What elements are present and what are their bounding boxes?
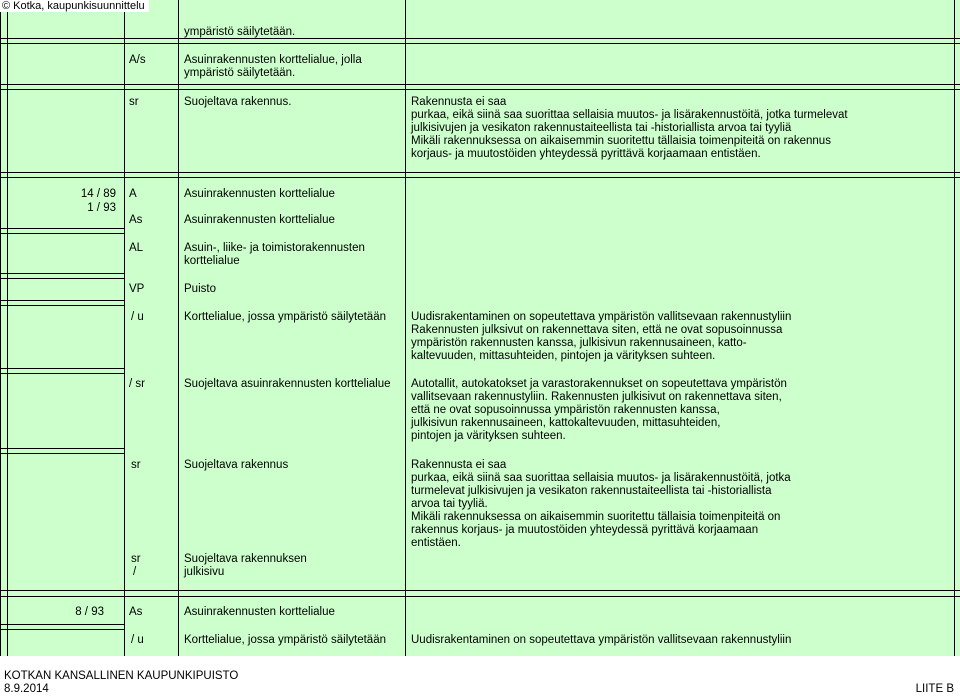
- row6-note-line1: Autotallit, autokatokset ja varastorakennukset on sopeutettava ympäristön: [411, 378, 787, 390]
- row3-note-line3: julkisivujen ja vesikaton rakennustaiteellista tai -historiallista arvoa tai tyyliä: [411, 122, 792, 134]
- row6-desc: Suojeltava asuinrakennusten korttelialue: [184, 378, 391, 390]
- cell-divider: [0, 300, 124, 301]
- row-divider: [0, 172, 960, 173]
- row8-desc: Asuinrakennusten korttelialue: [184, 606, 335, 618]
- row2-desc-line1: Asuinrakennusten korttelialue, jolla: [184, 54, 362, 66]
- cell-divider: [0, 368, 124, 369]
- cell-divider: [0, 228, 124, 229]
- row6-note-line4: julkisivun rakennusaineen, kattokaltevuuden, mittasuhteiden,: [411, 417, 721, 429]
- row1-desc: ympäristö säilytetään.: [184, 26, 296, 38]
- row7-code2-line2: /: [133, 566, 137, 578]
- row3-note-line5: korjaus- ja muutostöiden yhteydessä pyrittävä korjaamaan entistäen.: [411, 148, 761, 160]
- row7-note-line6: rakennus korjaus- ja muutostöiden yhteydessä pyrittävä korjaamaan: [411, 524, 759, 536]
- cell-divider: [0, 278, 124, 279]
- row2-code: A/s: [129, 54, 146, 66]
- copyright-label: © Kotka, kaupunkisuunnittelu: [0, 0, 149, 12]
- row-divider: [0, 38, 960, 39]
- row7-note-line2: purkaa, eikä siinä saa suorittaa sellaisia muutos- ja lisärakennustöitä, jotka: [411, 472, 791, 484]
- row5-note-line2: Rakennusten julksivut on rakennettava siten, että ne ovat sopusoinnussa: [411, 324, 783, 336]
- cell-divider: [0, 273, 124, 274]
- grid-line: [405, 0, 406, 656]
- row7-code: sr: [131, 459, 141, 471]
- row-divider: [0, 84, 960, 85]
- row9-desc: Korttelialue, jossa ympäristö säilytetään: [184, 634, 386, 646]
- row8-plan: 8 / 93: [75, 606, 104, 618]
- footer-appendix: LIITE B: [915, 683, 954, 695]
- grid-line: [0, 0, 1, 656]
- page-footer: [0, 656, 960, 696]
- row7-code2-line1: sr: [131, 553, 141, 565]
- row-divider: [0, 590, 960, 591]
- row7-note-line5: Mikäli rakennuksessa on aikaisemmin suoritettu tällaisia toimenpiteitä on: [411, 511, 781, 523]
- row7-note-line3: turmelevat julkisivujen ja vesikaton rakennustaiteellista tai -historiallista: [411, 485, 772, 497]
- row8-code: As: [129, 606, 143, 618]
- cell-divider: [0, 624, 124, 625]
- row-divider: [0, 177, 960, 178]
- row5-desc: Korttelialue, jossa ympäristö säilytetään: [184, 311, 386, 323]
- row-divider: [0, 89, 960, 90]
- row7-note-line7: entistäen.: [411, 537, 461, 549]
- row4-code-as: As: [129, 214, 143, 226]
- row4-plan-line2: 1 / 93: [87, 202, 116, 214]
- cell-divider: [0, 305, 124, 306]
- row7-desc2-line2: julkisivu: [184, 566, 225, 578]
- row3-code: sr: [129, 96, 139, 108]
- row6-note-line5: pintojen ja värityksen suhteen.: [411, 430, 566, 442]
- row7-note-line4: arvoa tai tyyliä.: [411, 498, 488, 510]
- row3-note-line1: Rakennusta ei saa: [411, 96, 507, 108]
- row4-desc-al-line2: korttelialue: [184, 255, 240, 267]
- row5-note-line1: Uudisrakentaminen on sopeutettava ympäristön vallitsevaan rakennustyliin: [411, 311, 792, 323]
- row3-desc: Suojeltava rakennus.: [184, 96, 292, 108]
- row3-note-line4: Mikäli rakennuksessa on aikaisemmin suoritettu tällaisia toimenpiteitä on rakennus: [411, 135, 831, 147]
- row7-note-line1: Rakennusta ei saa: [411, 459, 507, 471]
- row7-desc: Suojeltava rakennus: [184, 459, 289, 471]
- cell-divider: [0, 453, 124, 454]
- row6-note-line2: vallitsevaan rakennustyliin. Rakennusten julkisivut on rakennettava siten,: [411, 391, 782, 403]
- row4-code-al: AL: [129, 242, 144, 254]
- row5-note-line4: kaltevuuden, mittasuhteiden, pintojen ja värityksen suhteen.: [411, 350, 716, 362]
- row2-desc-line2: ympäristö säilytetään.: [184, 67, 296, 79]
- cell-divider: [0, 233, 124, 234]
- row9-note-line1: Uudisrakentaminen on sopeutettava ympäristön vallitsevaan rakennustyliin: [411, 634, 792, 646]
- grid-line: [178, 0, 179, 656]
- row7-desc2-line1: Suojeltava rakennuksen: [184, 553, 307, 565]
- grid-line: [954, 0, 955, 656]
- cell-divider: [0, 373, 124, 374]
- grid-line: [124, 0, 125, 656]
- row3-note-line2: purkaa, eikä siinä saa suorittaa sellaisia muutos- ja lisärakennustöitä, jotka turmelevat: [411, 109, 848, 121]
- cell-divider: [0, 448, 124, 449]
- footer-date: 8.9.2014: [4, 683, 49, 695]
- row5-note-line3: ympäristön rakennusten kanssa, julkisivun rakennusaineen, katto-: [411, 337, 747, 349]
- row4-desc-vp: Puisto: [184, 283, 216, 295]
- row-divider: [0, 596, 960, 597]
- row5-code: / u: [131, 311, 144, 323]
- row6-note-line3: että ne ovat sopusoinnussa ympäristön rakennusten kanssa,: [411, 404, 720, 416]
- row4-code-vp: VP: [129, 283, 145, 295]
- cell-divider: [0, 629, 124, 630]
- grid-line: [7, 0, 8, 656]
- footer-org: KOTKAN KANSALLINEN KAUPUNKIPUISTO: [4, 670, 239, 682]
- row4-plan-line1: 14 / 89: [80, 188, 116, 200]
- row4-desc-a: Asuinrakennusten korttelialue: [184, 188, 335, 200]
- row4-desc-as: Asuinrakennusten korttelialue: [184, 214, 335, 226]
- row-divider: [0, 43, 960, 44]
- row4-desc-al-line1: Asuin-, liike- ja toimistorakennusten: [184, 242, 365, 254]
- row6-code: / sr: [129, 378, 145, 390]
- row9-code: / u: [131, 634, 144, 646]
- row4-code-a: A: [129, 188, 137, 200]
